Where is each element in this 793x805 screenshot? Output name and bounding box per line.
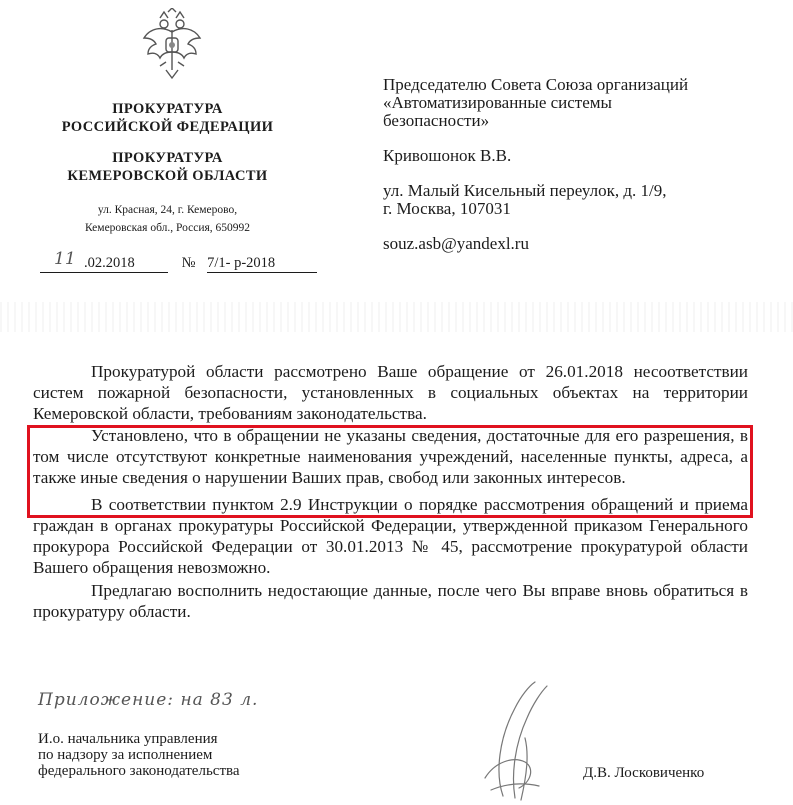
signatory-name: Д.В. Лосковиченко bbox=[583, 765, 705, 781]
region-line-1: ПРОКУРАТУРА bbox=[112, 150, 223, 166]
recipient-address-2: г. Москва, 107031 bbox=[383, 199, 511, 218]
date-handwritten: 11 bbox=[54, 249, 76, 269]
recipient-address-1: ул. Малый Кисельный переулок, д. 1/9, bbox=[383, 181, 667, 200]
region-line-2: КЕМЕРОВСКОЙ ОБЛАСТИ bbox=[67, 168, 268, 184]
paragraph-1: Прокуратурой области рассмотрено Ваше обращение от 26.01.2018 несоответствии систем пожарной безопасности, установленных в социальных объектах на территории Кемеровской области, требованиям законодательства. bbox=[33, 362, 748, 423]
date-number-line bbox=[40, 249, 317, 273]
date-printed: .02.2018 bbox=[84, 255, 135, 271]
number-sign: № bbox=[181, 255, 196, 271]
signatory-title-2: по надзору за исполнением bbox=[38, 747, 213, 763]
coat-of-arms-icon bbox=[140, 8, 204, 82]
date-field bbox=[40, 249, 168, 273]
paragraph-3: В соответствии пунктом 2.9 Инструкции о порядке рассмотрения обращений и приема граждан в органах прокуратуры Российской Федерации, утвержденной приказом Генерального прокурора Российской Федерации от 30.01.2013 № 45, рассмотрение прокуратурой области Вашего обращения невозможно. bbox=[33, 495, 748, 577]
attachment-note: Приложение: на 83 л. bbox=[38, 690, 259, 710]
paragraph-4: Предлагаю восполнить недостающие данные, после чего Вы вправе вновь обратиться в прокуратуру области. bbox=[33, 581, 748, 621]
sender-address-2: Кемеровская обл., Россия, 650992 bbox=[84, 222, 251, 234]
highlight-box bbox=[27, 425, 753, 518]
sender-address-1: ул. Красная, 24, г. Кемерово, bbox=[97, 204, 238, 216]
signatory-title-1: И.о. начальника управления bbox=[38, 731, 218, 747]
recipient-email: souz.asb@yandexl.ru bbox=[383, 234, 529, 253]
recipient-line-1: Председателю Совета Союза организаций bbox=[383, 75, 689, 94]
recipient-line-2: «Автоматизированные системы bbox=[383, 93, 612, 112]
org-line-2: РОССИЙСКОЙ ФЕДЕРАЦИИ bbox=[61, 119, 274, 135]
document-number: 7/1- р-2018 bbox=[207, 255, 317, 273]
recipient-line-3: безопасности» bbox=[383, 111, 490, 130]
recipient-name: Кривошонок В.В. bbox=[383, 146, 512, 165]
handwritten-signature bbox=[455, 678, 575, 803]
org-line-1: ПРОКУРАТУРА bbox=[112, 101, 223, 117]
paragraph-2: Установлено, что в обращении не указаны сведения, достаточные для его разрешения, в том числе отсутствуют конкретные наименования учреждений, населенные пункты, адреса, а также иные сведения о нарушении Ваших прав, свобод или законных интересов. bbox=[33, 426, 748, 487]
scan-noise bbox=[0, 302, 793, 332]
signatory-title-3: федерального законодательства bbox=[38, 763, 240, 779]
